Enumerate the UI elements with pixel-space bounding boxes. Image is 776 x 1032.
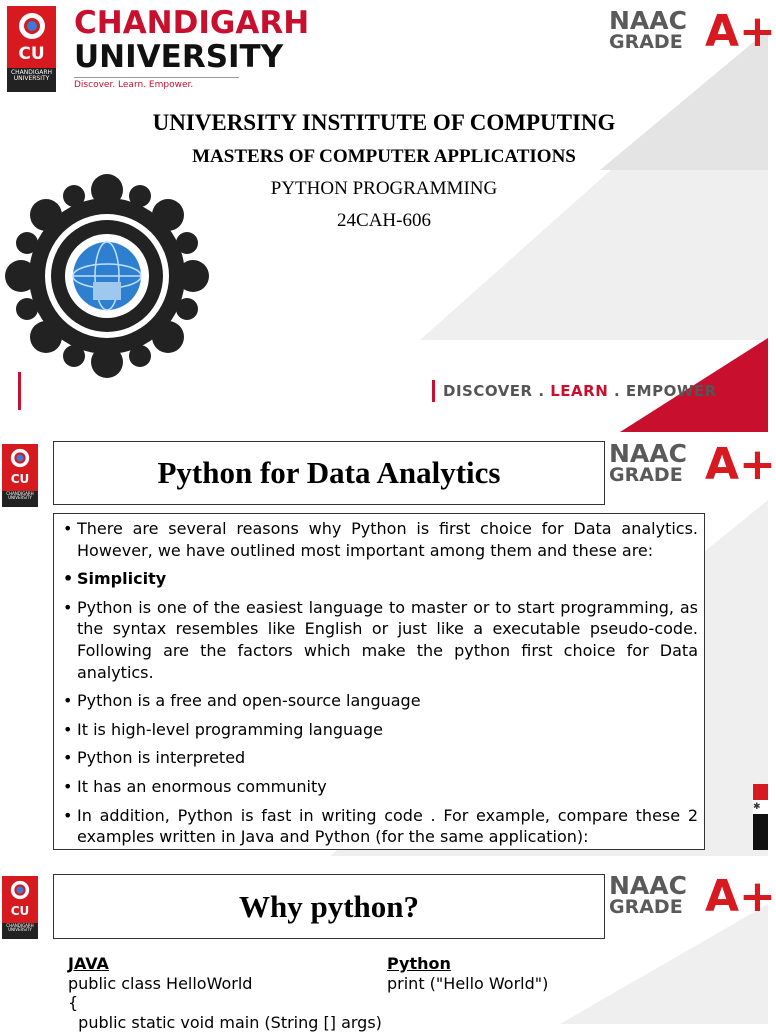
motto-discover: DISCOVER . bbox=[443, 382, 550, 400]
list-item: • There are several reasons why Python is first choice for Data analytics. However, we have outlined most important among them and these are: bbox=[58, 518, 698, 561]
cu-gear-icon bbox=[8, 446, 32, 470]
naac-grade-label: GRADE bbox=[609, 898, 769, 916]
cu-logo bbox=[2, 444, 38, 507]
list-item: • In addition, Python is fast in writing code . For example, compare these 2 examples written in Java and Python (for the same application): bbox=[58, 805, 698, 848]
code-line: public class HelloWorld bbox=[68, 974, 382, 994]
institute-name: UNIVERSITY INSTITUTE OF COMPUTING bbox=[0, 110, 768, 136]
motto-empower: . EMPOWER bbox=[608, 382, 716, 400]
gear-globe-icon bbox=[2, 176, 212, 376]
brand-divider bbox=[74, 77, 239, 78]
naac-grade: A+ bbox=[705, 11, 776, 53]
course-name: PYTHON PROGRAMMING bbox=[0, 178, 768, 200]
python-column bbox=[387, 954, 548, 993]
python-heading: Python bbox=[387, 954, 548, 974]
cu-logo bbox=[2, 876, 38, 939]
naac-label: NAAC bbox=[609, 442, 769, 466]
list-item: • Python is interpreted bbox=[58, 747, 698, 769]
motto bbox=[432, 380, 717, 402]
program-name: MASTERS OF COMPUTER APPLICATIONS bbox=[0, 146, 768, 168]
list-item: • Python is one of the easiest language to master or to start programming, as the syntax resembles like English or just like a executable pseudo-code. Following are the factors which make the python first choice for Data analytics. bbox=[58, 597, 698, 683]
naac-grade: A+ bbox=[705, 876, 776, 918]
cu-gear-icon bbox=[8, 878, 32, 902]
slide-title: Python for Data Analytics bbox=[53, 441, 605, 505]
cu-abbr: CU bbox=[7, 44, 56, 64]
naac-badge bbox=[609, 9, 769, 57]
side-logo-fragment bbox=[753, 784, 768, 850]
side-gear-icon: ✱ bbox=[753, 800, 768, 814]
list-item: • Python is a free and open-source language bbox=[58, 690, 698, 712]
naac-label: NAAC bbox=[609, 874, 769, 898]
cu-logo-text: CHANDIGARH UNIVERSITY bbox=[7, 68, 56, 92]
cu-logo-text: CHANDIGARH UNIVERSITY bbox=[2, 923, 38, 939]
list-item: • It is high-level programming language bbox=[58, 719, 698, 741]
naac-grade-label: GRADE bbox=[609, 33, 769, 51]
list-item: • It has an enormous community bbox=[58, 776, 698, 798]
brand-name bbox=[74, 8, 309, 73]
course-code: 24CAH-606 bbox=[0, 210, 768, 232]
cu-abbr: CU bbox=[2, 472, 38, 486]
cu-abbr: CU bbox=[2, 904, 38, 918]
motto-learn: LEARN bbox=[550, 382, 608, 400]
slide-gap bbox=[0, 856, 768, 864]
java-heading: JAVA bbox=[68, 954, 382, 974]
content-slide bbox=[0, 440, 768, 856]
left-red-bar bbox=[18, 372, 21, 410]
content-slide bbox=[0, 864, 768, 1024]
motto-bar bbox=[432, 380, 435, 402]
brand-line1: CHANDIGARH bbox=[74, 8, 309, 39]
naac-grade-label: GRADE bbox=[609, 466, 769, 484]
tagline: Discover. Learn. Empower. bbox=[74, 80, 193, 90]
naac-label: NAAC bbox=[609, 9, 769, 33]
slide-title: Why python? bbox=[53, 874, 605, 939]
list-item: • Simplicity bbox=[58, 568, 698, 590]
cu-logo-text: CHANDIGARH UNIVERSITY bbox=[2, 491, 38, 507]
brand-line2: UNIVERSITY bbox=[74, 42, 309, 73]
bullet-list bbox=[58, 518, 698, 848]
naac-grade: A+ bbox=[705, 444, 776, 486]
naac-badge bbox=[609, 442, 769, 490]
java-column bbox=[68, 954, 382, 1032]
code-line: public static void main (String [] args) bbox=[68, 1013, 382, 1032]
title-slide bbox=[0, 0, 768, 432]
code-line: { bbox=[68, 993, 382, 1013]
cu-logo bbox=[7, 6, 56, 90]
code-line: print ("Hello World") bbox=[387, 974, 548, 994]
cu-gear-icon bbox=[15, 9, 49, 43]
content-box bbox=[53, 513, 705, 850]
naac-badge bbox=[609, 874, 769, 922]
